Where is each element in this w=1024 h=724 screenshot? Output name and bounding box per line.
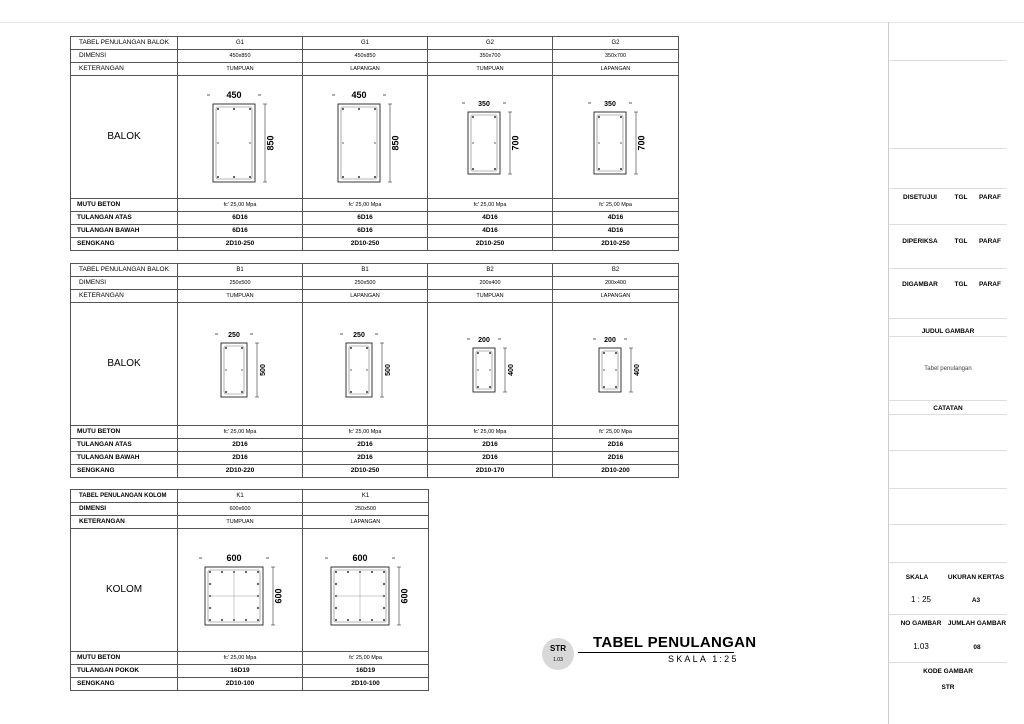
row-label: TULANGAN ATAS [71,439,178,452]
rebar [615,369,617,371]
row-label: MUTU BETON [71,652,178,665]
rebar [334,607,336,609]
section-drawing-cell [553,76,679,199]
keterangan-value: LAPANGAN [553,63,679,76]
table-header: TABEL PENULANGAN KOLOM [71,490,178,503]
tgl-label: TGL [954,281,968,288]
tulangan-atas-value: 4D16 [428,212,553,225]
skala-label: SKALA [905,574,929,581]
dimension-value: 250x500 [303,277,428,290]
tulangan-bawah-value: 2D16 [178,452,303,465]
beam-section-drawing [305,305,425,423]
rebar [494,116,496,118]
section-drawing-cell [303,529,429,652]
stirrup [471,115,497,171]
table-row [71,238,679,251]
stamp-code: STR [550,644,566,653]
table-row [71,426,679,439]
rebar [350,391,352,393]
rebar [603,369,605,371]
tulangan-bawah-value: 4D16 [553,225,679,238]
height-dimension: 700 [510,135,521,151]
divider [889,562,1007,563]
no-gambar-label: NO GAMBAR [900,620,942,627]
skala-value: 1 : 25 [910,595,931,604]
tulangan-bawah-value: 2D16 [303,452,428,465]
tulangan-atas-value: 6D16 [178,212,303,225]
tulangan-atas-value: 4D16 [553,212,679,225]
beam-table-1 [70,36,679,251]
tgl-label: TGL [954,194,968,201]
tulangan-pokok-value: 16D19 [178,665,303,678]
rebar [334,619,336,621]
tulangan-atas-value: 2D16 [178,439,303,452]
rebar [358,176,360,178]
rebar [366,391,368,393]
dimension-value: 250x500 [303,503,429,516]
mutu-value: fc' 25,00 Mpa [553,426,679,439]
section-drawing-cell [178,529,303,652]
table-row [71,503,429,516]
jumlah-gambar-label: JUMLAH GAMBAR [947,620,1007,627]
drawing-scale: SKALA 1:25 [668,654,739,664]
dimension-value: 350x700 [428,50,553,63]
stamp-number: 1.03 [553,657,563,663]
paraf-label: PARAF [979,194,1001,201]
table-row [71,439,679,452]
beam-section-drawing [430,305,550,423]
rebar [602,386,604,388]
rebar [221,619,223,621]
rebar [209,571,211,573]
divider [889,318,1007,319]
width-dimension: 250 [353,332,365,339]
no-gambar-value: 1.03 [913,642,929,651]
rebar [477,352,479,354]
stirrup [341,107,377,179]
divider [889,224,1007,225]
concrete-outline [221,343,247,397]
height-dimension: 500 [384,364,392,376]
divider [889,400,1007,401]
tulangan-atas-value: 2D16 [303,439,428,452]
rebar [209,607,211,609]
table-row [71,199,679,212]
column-code: B1 [303,264,428,277]
dimension-value: 450x850 [178,50,303,63]
table-header: TABEL PENULANGAN BALOK [71,264,178,277]
title-underline [578,652,734,653]
sengkang-value: 2D10-250 [178,238,303,251]
rebar [619,116,621,118]
row-label: SENGKANG [71,238,178,251]
rebar [489,386,491,388]
disetujui-label: DISETUJUI [903,194,937,201]
column-section-drawing [180,531,300,649]
table-row [71,212,679,225]
digambar-label: DIGAMBAR [902,281,938,288]
keterangan-value: TUMPUAN [428,63,553,76]
table-row [71,490,429,503]
dimension-value: 200x400 [428,277,553,290]
keterangan-label: KETERANGAN [71,290,178,303]
rebar [241,391,243,393]
table-row [71,277,679,290]
rebar [597,116,599,118]
rebar [334,583,336,585]
table-row [71,465,679,478]
rebar [342,108,344,110]
section-drawing-cell [303,76,428,199]
rebar [358,108,360,110]
title-block [888,22,1006,724]
table-row [71,452,679,465]
kode-gambar-label: KODE GAMBAR [923,668,973,675]
concrete-outline [213,104,255,182]
drawing-title: TABEL PENULANGAN [593,634,757,651]
rebar [472,168,474,170]
row-label: TULANGAN ATAS [71,212,178,225]
sengkang-value: 2D10-220 [178,465,303,478]
sengkang-value: 2D10-170 [428,465,553,478]
rebar [245,571,247,573]
concrete-outline [346,343,372,397]
rebar [257,607,259,609]
rebar [619,168,621,170]
rebar [334,571,336,573]
divider [889,488,1007,489]
section-label: BALOK [71,76,178,199]
beam-section-drawing [180,78,300,196]
rebar [370,571,372,573]
paraf-label: PARAF [979,281,1001,288]
section-drawing-cell [303,303,428,426]
section-drawing-cell [553,303,679,426]
rebar [598,142,600,144]
tulangan-bawah-value: 2D16 [553,452,679,465]
column-code: B1 [178,264,303,277]
tulangan-atas-value: 6D16 [303,212,428,225]
keterangan-value: LAPANGAN [553,290,679,303]
concrete-outline [338,104,380,182]
judul-gambar-value: Tabel penulangan [924,366,972,372]
dimension-value: 600x600 [178,503,303,516]
row-label: SENGKANG [71,678,178,691]
rebar [489,369,491,371]
dimension-value: 450x850 [303,50,428,63]
rebar [257,571,259,573]
divider [889,414,1007,415]
column-code: G2 [428,37,553,50]
table-row [71,76,679,199]
sengkang-value: 2D10-250 [553,238,679,251]
dimensi-label: DIMENSI [71,277,178,290]
rebar [620,142,622,144]
rebar [342,176,344,178]
beam-section-drawing [556,305,676,423]
rebar [614,352,616,354]
column-section-drawing [306,531,426,649]
rebar [217,142,219,144]
height-dimension: 850 [265,135,276,151]
keterangan-label: KETERANGAN [71,516,178,529]
table-row [71,264,679,277]
tulangan-bawah-value: 6D16 [178,225,303,238]
table-row [71,303,679,426]
rebar [221,571,223,573]
column-code: B2 [428,264,553,277]
rebar [241,347,243,349]
height-dimension: 700 [635,135,646,151]
rebar [241,369,243,371]
rebar [249,108,251,110]
column-code: G1 [178,37,303,50]
divider [889,662,1007,663]
rebar [225,369,227,371]
rebar [225,391,227,393]
tulangan-bawah-value: 6D16 [303,225,428,238]
table-row [71,50,679,63]
ukuran-kertas-label: UKURAN KERTAS [947,574,1005,581]
rebar [342,142,344,144]
column-code: K1 [178,490,303,503]
rebar [209,583,211,585]
keterangan-value: TUMPUAN [178,290,303,303]
width-dimension: 250 [228,332,240,339]
width-dimension: 600 [351,553,368,563]
width-dimension: 600 [226,553,242,563]
tgl-label: TGL [954,238,968,245]
width-dimension: 350 [478,101,490,108]
rebar [374,108,376,110]
rebar [245,619,247,621]
rebar [350,347,352,349]
rebar [350,369,352,371]
tulangan-bawah-value: 2D16 [428,452,553,465]
column-code: K1 [303,490,429,503]
sengkang-value: 2D10-200 [553,465,679,478]
column-table [70,489,429,691]
rebar [366,369,368,371]
rebar [489,352,491,354]
sengkang-value: 2D10-100 [178,678,303,691]
table-row [71,290,679,303]
beam-section-drawing [305,78,425,196]
mutu-value: fc' 25,00 Mpa [178,199,303,212]
keterangan-value: TUMPUAN [178,63,303,76]
dimensi-label: DIMENSI [71,503,178,516]
divider [889,524,1007,525]
divider [889,268,1007,269]
dimensi-label: DIMENSI [71,50,178,63]
divider [889,336,1007,337]
row-label: TULANGAN BAWAH [71,452,178,465]
rebar [346,571,348,573]
width-dimension: 200 [603,337,616,344]
rebar [494,142,496,144]
rebar [382,571,384,573]
column-code: B2 [553,264,679,277]
section-drawing-cell [178,76,303,199]
mutu-value: fc' 25,00 Mpa [178,652,303,665]
table-row [71,529,429,652]
beam-section-drawing [430,78,550,196]
catatan-label: CATATAN [933,405,963,412]
keterangan-value: LAPANGAN [303,516,429,529]
rebar [225,347,227,349]
table-row [71,678,429,691]
rebar [382,619,384,621]
table-row [71,63,679,76]
stirrup [224,346,244,394]
stirrup [597,115,623,171]
sengkang-value: 2D10-250 [428,238,553,251]
table-header: TABEL PENULANGAN BALOK [71,37,178,50]
section-label: BALOK [71,303,178,426]
row-label: TULANGAN BAWAH [71,225,178,238]
rebar [233,108,235,110]
rebar [477,369,479,371]
rebar [257,619,259,621]
table-row [71,225,679,238]
table-row [71,665,429,678]
divider [889,60,1007,61]
drawing-stamp [542,638,574,670]
rebar [217,108,219,110]
section-drawing-cell [178,303,303,426]
keterangan-value: LAPANGAN [303,63,428,76]
section-label: KOLOM [71,529,178,652]
mutu-value: fc' 25,00 Mpa [303,426,428,439]
rebar [472,142,474,144]
width-dimension: 450 [226,90,242,100]
rebar [366,347,368,349]
divider [889,148,1007,149]
table-row [71,516,429,529]
width-dimension: 350 [603,101,616,108]
width-dimension: 450 [351,90,367,100]
sengkang-value: 2D10-250 [303,238,428,251]
width-dimension: 200 [478,337,490,344]
rebar [472,116,474,118]
rebar [602,352,604,354]
rebar [217,176,219,178]
rebar [374,176,376,178]
column-code: G1 [303,37,428,50]
tulangan-pokok-value: 16D19 [303,665,429,678]
paraf-label: PARAF [979,238,1001,245]
diperiksa-label: DIPERIKSA [902,238,938,245]
rebar [494,168,496,170]
keterangan-value: LAPANGAN [303,290,428,303]
mutu-value: fc' 25,00 Mpa [428,426,553,439]
section-drawing-cell [428,76,553,199]
height-dimension: 600 [273,588,284,604]
height-dimension: 400 [507,364,515,376]
kode-gambar-value: STR [941,684,955,691]
rebar [346,619,348,621]
rebar [209,619,211,621]
keterangan-value: TUMPUAN [178,516,303,529]
rebar [614,386,616,388]
judul-gambar-label: JUDUL GAMBAR [921,328,975,335]
beam-table-2 [70,263,679,478]
sengkang-value: 2D10-250 [303,465,428,478]
column-code: G2 [553,37,679,50]
mutu-value: fc' 25,00 Mpa [553,199,679,212]
mutu-value: fc' 25,00 Mpa [303,652,429,665]
mutu-value: fc' 25,00 Mpa [428,199,553,212]
dimension-value: 200x400 [553,277,679,290]
rebar [382,607,384,609]
mutu-value: fc' 25,00 Mpa [178,426,303,439]
divider [889,614,1007,615]
tulangan-bawah-value: 4D16 [428,225,553,238]
rebar [382,583,384,585]
row-label: MUTU BETON [71,426,178,439]
keterangan-value: TUMPUAN [428,290,553,303]
dimension-value: 350x700 [553,50,679,63]
row-label: TULANGAN POKOK [71,665,178,678]
rebar [233,176,235,178]
table-row [71,37,679,50]
rebar [477,386,479,388]
rebar [257,583,259,585]
beam-section-drawing [180,305,300,423]
stirrup [349,346,369,394]
keterangan-label: KETERANGAN [71,63,178,76]
ukuran-kertas-value: A3 [971,597,981,604]
rebar [374,142,376,144]
height-dimension: 600 [398,588,409,604]
mutu-value: fc' 25,00 Mpa [303,199,428,212]
rebar [370,619,372,621]
dimension-value: 250x500 [178,277,303,290]
divider [889,188,1007,189]
sengkang-value: 2D10-100 [303,678,429,691]
section-drawing-cell [428,303,553,426]
divider [889,450,1007,451]
height-dimension: 400 [633,364,641,376]
stirrup [216,107,252,179]
row-label: MUTU BETON [71,199,178,212]
jumlah-gambar-value: 08 [973,644,981,651]
height-dimension: 500 [259,364,267,376]
tulangan-atas-value: 2D16 [553,439,679,452]
rebar [597,168,599,170]
height-dimension: 850 [390,135,401,151]
tulangan-atas-value: 2D16 [428,439,553,452]
row-label: SENGKANG [71,465,178,478]
table-row [71,652,429,665]
beam-section-drawing [556,78,676,196]
rebar [249,176,251,178]
rebar [249,142,251,144]
